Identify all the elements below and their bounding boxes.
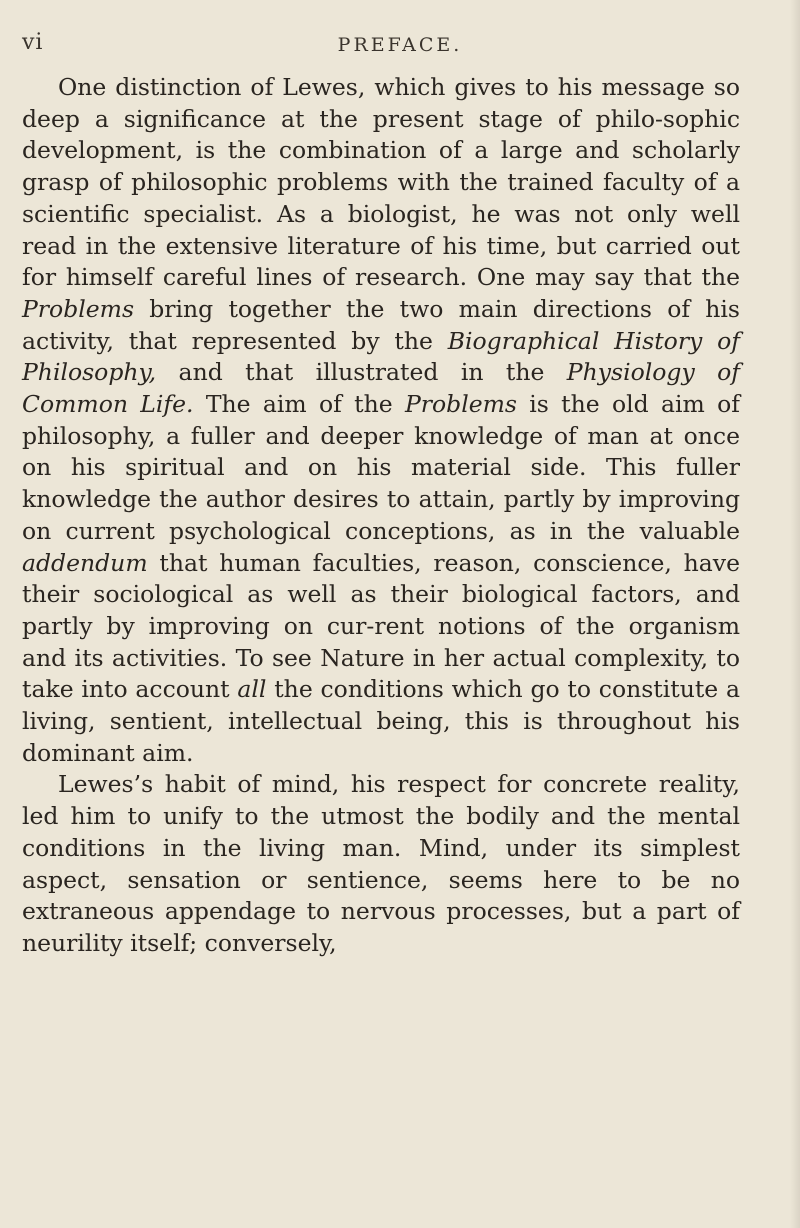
text-run: that human faculties, reason, conscience, have their sociological as well as their biological factors, and partly by improving on cur-rent notions of the organism and its activities. To see Nature in her actual complexity, to take into account <box>22 548 740 704</box>
paragraph <box>22 769 740 959</box>
page-edge-shadow <box>790 0 800 1228</box>
paragraph <box>22 72 740 769</box>
text-run: bring together the two main directions of his activity, that represented by the <box>22 294 740 355</box>
text-run: Lewes’s habit of mind, his respect for concrete reality, led him to unify to the utmost the bodily and the mental conditions in the living man. Mind, under its simplest aspect, sensation or sentience, seems here to be no extraneous appendage to nervous processes, but a part of neurility itself; conversely, <box>22 770 740 957</box>
italic-text: Biographical History of Philosophy, <box>22 326 740 387</box>
text-run: The aim of the <box>193 390 405 419</box>
italic-text: addendum <box>22 548 148 577</box>
page-number: vi <box>22 30 44 55</box>
italic-text: all <box>237 675 267 704</box>
text-run: the conditions which go to constitute a living, sentient, intellectual being, this is throughout his dominant aim. <box>22 675 740 767</box>
italic-text: Physiology of Common Life. <box>22 358 740 419</box>
text-run: and that illustrated in the <box>156 358 567 387</box>
italic-text: Problems <box>404 390 517 419</box>
italic-text: Problems <box>22 294 135 323</box>
text-run: One distinction of Lewes, which gives to his message so deep a significance at the present stage of philo-sophic development, is the combination of a large and scholarly grasp of philosophic problems with the trained faculty of a scientific specialist. As a biologist, he was not only well read in the extensive literature of his time, but carried out for himself careful lines of research. One may say that the <box>22 73 740 292</box>
page-header <box>0 18 800 58</box>
text-run: is the old aim of philosophy, a fuller and deeper knowledge of man at once on his spiritual and on his material side. This fuller knowledge the author desires to attain, partly by improving on current psychological conceptions, as in the valuable <box>22 390 740 545</box>
body-text <box>22 72 740 960</box>
running-head: PREFACE. <box>337 34 463 56</box>
